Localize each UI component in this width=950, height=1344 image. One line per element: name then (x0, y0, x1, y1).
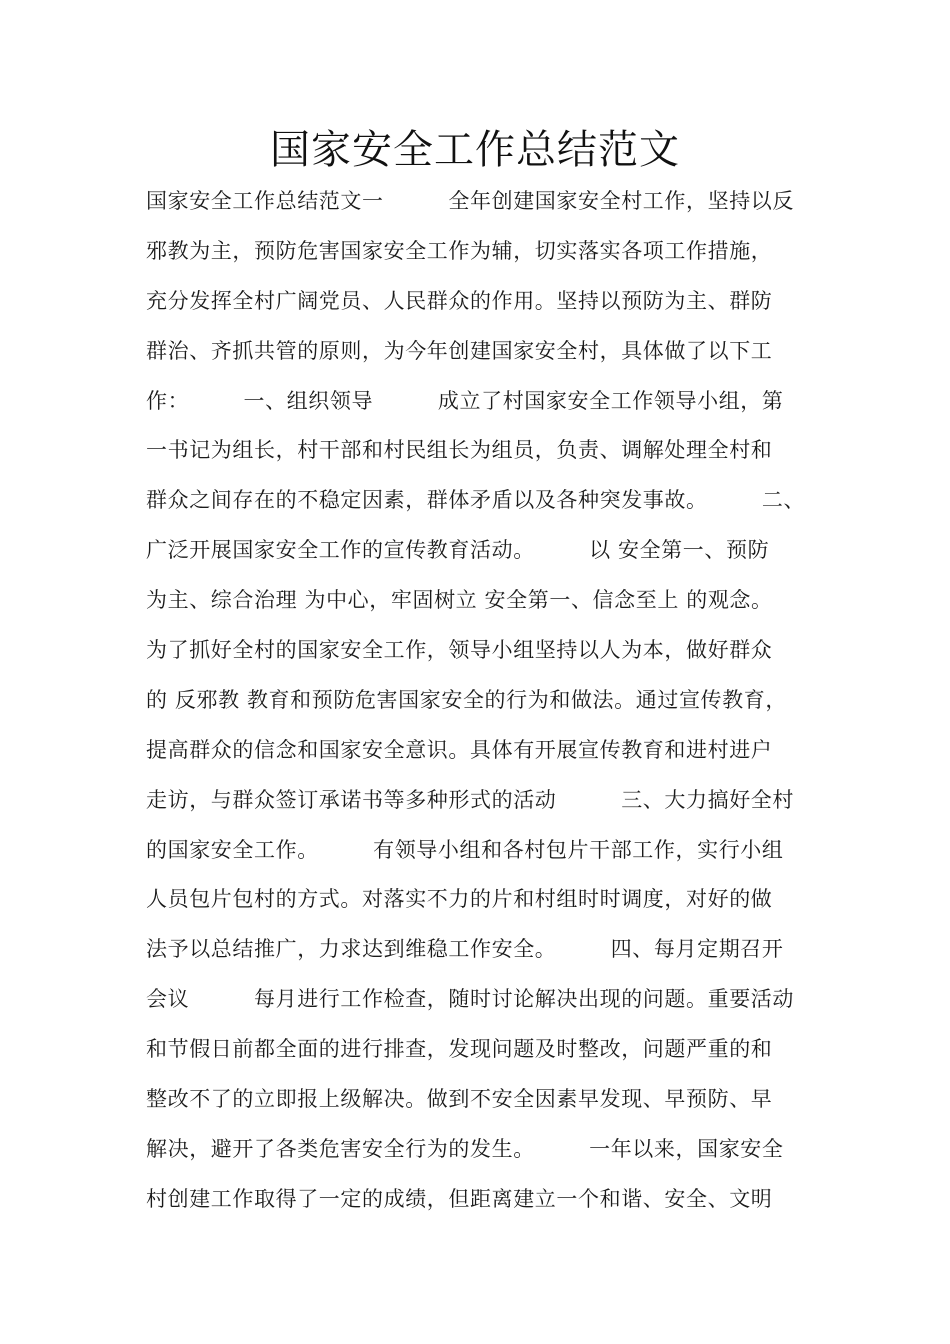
text-line: 作： 一、组织领导 成立了村国家安全工作领导小组，第 (146, 388, 784, 413)
text-line: 和节假日前都全面的进行排查，发现问题及时整改，问题严重的和 (146, 1037, 773, 1062)
text-line: 邪教为主，预防危害国家安全工作为辅，切实落实各项工作措施， (146, 238, 773, 263)
text-line: 整改不了的立即报上级解决。做到不安全因素早发现、早预防、早 (146, 1087, 773, 1112)
text-line: 法予以总结推广，力求达到维稳工作安全。 四、每月定期召开 (146, 937, 784, 962)
text-line: 为主、综合治理 为中心，牢固树立 安全第一、信念至上 的观念。 (146, 588, 773, 613)
text-line: 为了抓好全村的国家安全工作，领导小组坚持以人为本，做好群众 (146, 638, 773, 663)
text-line: 广泛开展国家安全工作的宣传教育活动。 以 安全第一、预防 (146, 538, 770, 563)
text-line: 提高群众的信念和国家安全意识。具体有开展宣传教育和进村进户 (146, 737, 773, 762)
text-line: 村创建工作取得了一定的成绩，但距离建立一个和谐、安全、文明 (146, 1186, 773, 1211)
text-line: 国家安全工作总结范文一 全年创建国家安全村工作，坚持以反 (146, 189, 794, 213)
text-line: 会议 每月进行工作检查，随时讨论解决出现的问题。重要活动 (146, 987, 794, 1012)
text-line: 解决，避开了各类危害安全行为的发生。 一年以来，国家安全 (146, 1136, 784, 1161)
text-line: 的国家安全工作。 有领导小组和各村包片干部工作，实行小组 (146, 837, 784, 862)
text-line: 的 反邪教 教育和预防危害国家安全的行为和做法。通过宣传教育， (146, 687, 787, 712)
text-line: 群治、齐抓共管的原则，为今年创建国家安全村，具体做了以下工 (146, 338, 773, 363)
text-line: 人员包片包村的方式。对落实不力的片和村组时时调度，对好的做 (146, 887, 773, 912)
document-body (146, 178, 836, 1226)
text-line: 充分发挥全村广阔党员、人民群众的作用。坚持以预防为主、群防 (146, 288, 773, 313)
text-line: 一书记为组长，村干部和村民组长为组员，负责、调解处理全村和 (146, 438, 773, 463)
text-line: 群众之间存在的不稳定因素，群体矛盾以及各种突发事故。 二、 (146, 488, 806, 513)
text-line: 走访，与群众签订承诺书等多种形式的活动 三、大力搞好全村 (146, 787, 794, 812)
document-title: 国家安全工作总结范文 (270, 127, 680, 173)
